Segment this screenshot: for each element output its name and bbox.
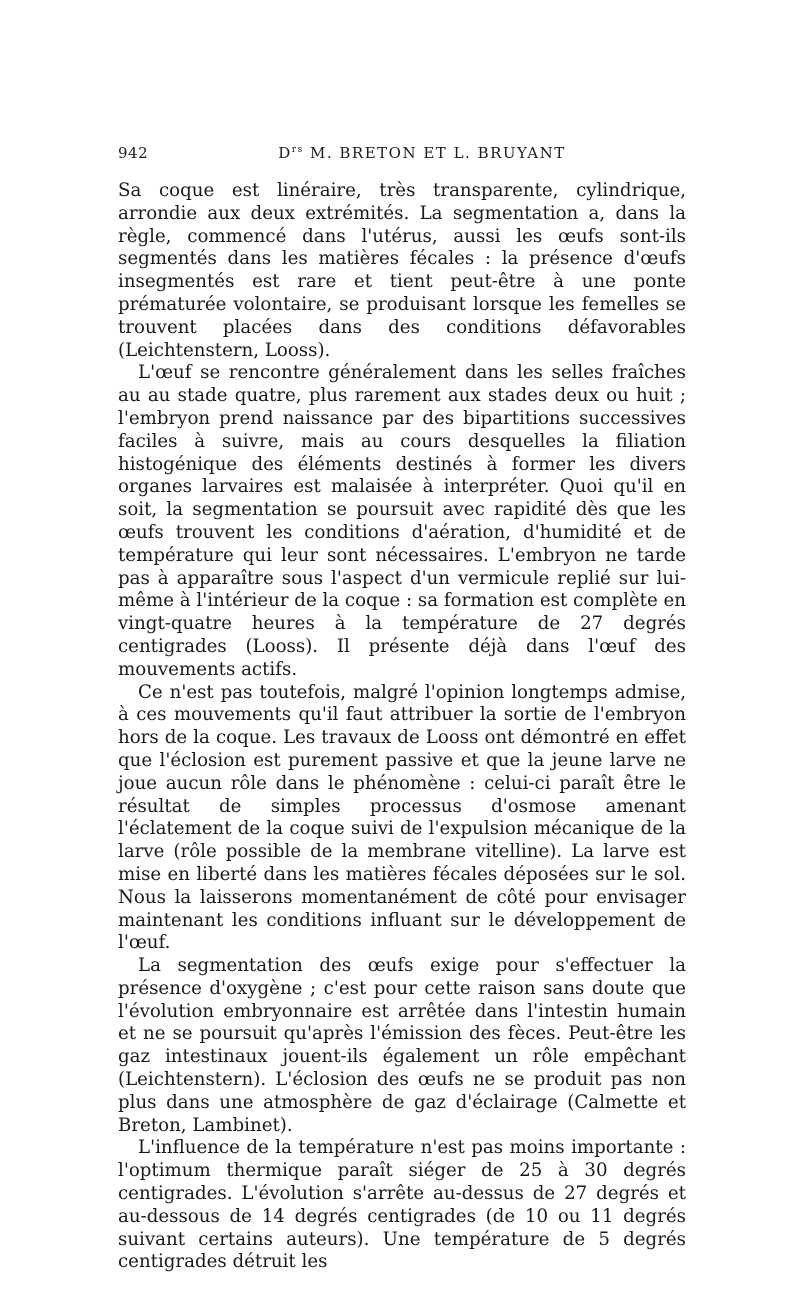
body-text xyxy=(118,180,686,1274)
paragraph-egg-shell: Sa coque est linéraire, très transparente, cylindrique, arrondie aux deux extrémités. La segmentation a, dans la règle, commencé dans l'utérus, aussi les œufs sont-ils segmentés dans les matières fécales : la présence d'œufs insegmentés est rare et tient peut-être à une ponte prématurée volontaire, se produisant lorsque les femelles se trouvent placées dans des conditions défavorables (Leichtenstern, Looss). xyxy=(118,180,686,361)
running-head xyxy=(118,144,686,162)
authors-prefix: D xyxy=(278,144,292,162)
page-number: 942 xyxy=(118,144,149,162)
authors-prefix-sup: rs xyxy=(291,145,304,155)
paragraph-oxygen: La segmentation des œufs exige pour s'effectuer la présence d'oxygène ; c'est pour cette raison sans doute que l'évolution embryonnaire est arrêtée dans l'intestin humain et ne se poursuit qu'après l'émission des fèces. Peut-être les gaz intestinaux jouent-ils également un rôle empêchant (Leichtenstern). L'éclosion des œufs ne se produit pas non plus dans une atmosphère de gaz d'éclairage (Calmette et Breton, Lambinet). xyxy=(118,955,686,1136)
page-header xyxy=(118,144,686,168)
paragraph-embryo-development: L'œuf se rencontre généralement dans les selles fraîches au au stade quatre, plus rarement aux stades deux ou huit ; l'embryon prend naissance par des bipartitions successives faciles à suivre, mais au cours desquelles la filiation histogénique des éléments destinés à former les divers organes larvaires est malaisée à interpréter. Quoi qu'il en soit, la segmentation se poursuit avec rapidité dès que les œufs trouvent les conditions d'aération, d'humidité et de température qui leur sont nécessaires. L'embryon ne tarde pas à apparaître sous l'aspect d'un vermicule replié sur lui-même à l'intérieur de la coque : sa formation est complète en vingt-quatre heures à la température de 27 degrés centigrades (Looss). Il présente déjà dans l'œuf des mouvements actifs. xyxy=(118,362,686,680)
paragraph-temperature: L'influence de la température n'est pas moins importante : l'optimum thermique paraît siéger de 25 à 30 degrés centigrades. L'évolution s'arrête au-dessus de 27 degrés et au-dessous de 14 degrés centigrades (de 10 ou 11 degrés suivant certains auteurs). Une température de 5 degrés centigrades détruit les xyxy=(118,1137,686,1273)
authors-names: M. BRETON ET L. BRUYANT xyxy=(303,144,566,162)
paragraph-hatching: Ce n'est pas toutefois, malgré l'opinion longtemps admise, à ces mouvements qu'il faut attribuer la sortie de l'embryon hors de la coque. Les travaux de Looss ont démontré en effet que l'éclosion est purement passive et que la jeune larve ne joue aucun rôle dans le phénomène : celui-ci paraît être le résultat de simples processus d'osmose amenant l'éclatement de la coque suivi de l'expulsion mécanique de la larve (rôle possible de la membrane vitelline). La larve est mise en liberté dans les matières fécales déposées sur le sol. Nous la laisserons momentanément de côté pour envisager maintenant les conditions influant sur le développement de l'œuf. xyxy=(118,681,686,954)
